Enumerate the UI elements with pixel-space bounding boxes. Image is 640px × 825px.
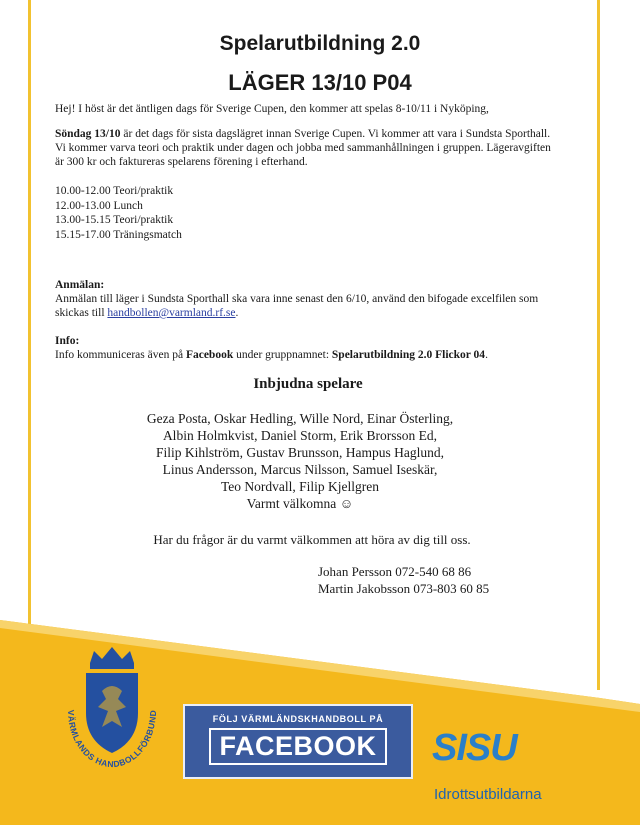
info-end: . <box>485 349 488 361</box>
info-text-before: Info kommuniceras även på <box>55 349 186 361</box>
crest-text: VÄRMLANDS HANDBOLLFÖRBUND <box>65 709 159 770</box>
contact-line: Johan Persson 072-540 68 86 <box>318 564 472 579</box>
player-line: Linus Andersson, Marcus Nilsson, Samuel Iseskär, <box>162 462 438 477</box>
facebook-label: FACEBOOK <box>209 728 386 765</box>
camp-title: LÄGER 13/10 P04 <box>228 70 412 95</box>
sisu-logo: SISU <box>432 727 517 769</box>
invited-title: Inbjudna spelare <box>253 376 363 392</box>
question-line: Har du frågor är du varmt välkommen att höra av dig till oss. <box>153 532 471 547</box>
welcome-line: Varmt välkomna ☺ <box>246 496 354 511</box>
info-facebook: Facebook <box>185 349 234 361</box>
sunday-text: är det dags för sista dagslägret innan Sverige Cupen. Vi kommer att vara i Sundsta Sporthall. Vi kommer varva teori och praktik under dagen och jobba med sammanhållningen i gruppen. Lägeravgiften är 300 kr och faktureras spelarens förening i efterhand. <box>55 128 551 168</box>
player-line: Albin Holmkvist, Daniel Storm, Erik Brorsson Ed, <box>162 428 438 443</box>
contact-line: Martin Jakobsson 073-803 60 85 <box>318 581 490 596</box>
sunday-date: Söndag 13/10 <box>55 128 121 140</box>
facebook-follow-text: FÖLJ VÄRMLÄNDSKHANDBOLL PÅ <box>212 714 384 724</box>
signup-heading: Anmälan: <box>55 279 105 291</box>
crest-icon <box>60 641 164 781</box>
signup-email-link[interactable]: handbollen@varmland.rf.se <box>107 307 236 319</box>
schedule-item: 15.15-17.00 Träningsmatch <box>55 228 182 241</box>
player-line: Filip Kihlström, Gustav Brunsson, Hampus Haglund, <box>155 445 444 460</box>
intro-paragraph: Hej! I höst är det äntligen dags för Sverige Cupen, den kommer att spelas 8-10/11 i Nyköping, <box>55 103 489 115</box>
player-line: Teo Nordvall, Filip Kjellgren <box>220 479 380 494</box>
signup-text: Anmälan till läger i Sundsta Sporthall ska vara inne senast den 6/10, använd den bifogade excelfilen som skickas till <box>55 293 539 319</box>
info-text-mid: under gruppnamnet: <box>233 349 332 361</box>
player-line: Geza Posta, Oskar Hedling, Wille Nord, Einar Österling, <box>146 411 454 426</box>
schedule-item: 10.00-12.00 Teori/praktik <box>55 185 174 197</box>
schedule-item: 13.00-15.15 Teori/praktik <box>55 214 174 226</box>
info-group-name: Spelarutbildning 2.0 Flickor 04 <box>331 349 486 361</box>
schedule-item: 12.00-13.00 Lunch <box>55 199 143 212</box>
info-heading: Info: <box>55 335 80 347</box>
facebook-banner[interactable] <box>183 704 413 779</box>
sisu-subtitle: Idrottsutbildarna <box>434 786 542 803</box>
document-title: Spelarutbildning 2.0 <box>219 32 421 55</box>
signup-end: . <box>235 307 239 319</box>
